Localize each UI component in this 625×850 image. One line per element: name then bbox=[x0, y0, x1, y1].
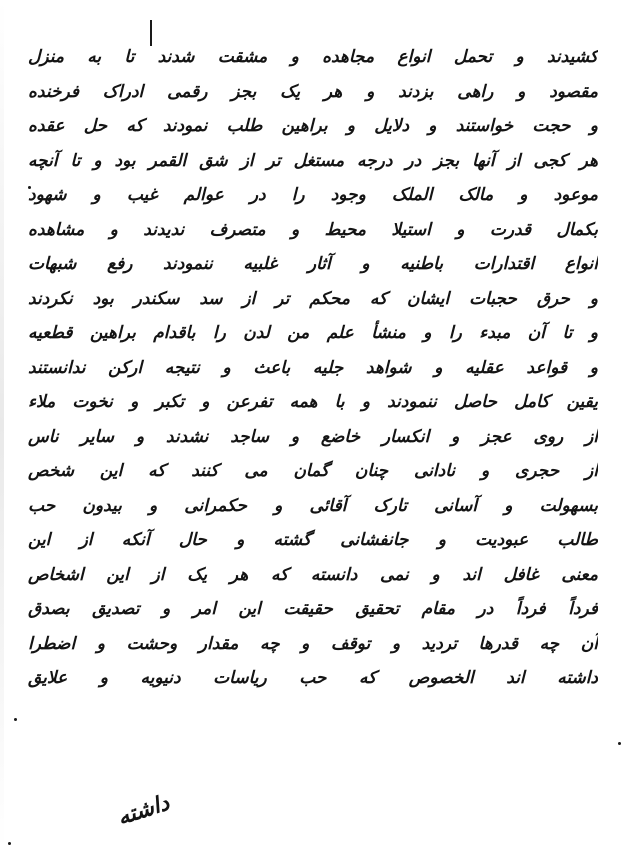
page-edge-shadow bbox=[0, 0, 4, 850]
text-line-4: هر کجی از آنها بجز در درجه مستغل تر از شق القمر بود و تا آنچه bbox=[28, 150, 598, 171]
text-line-19: داشته اند الخصوص که حب ریاسات دنیویه و علایق bbox=[28, 668, 598, 688]
text-line-3: و حجت خواستند و دلایل و براهین طلب نمودند که حل عقده bbox=[28, 116, 598, 136]
text-line-12: از روی عجز و انکسار خاضع و ساجد نشدند و سایر ناس bbox=[28, 426, 598, 447]
manuscript-text-block bbox=[28, 40, 598, 696]
text-line-14: بسهولت و آسانی تارک آقائی و حکمرانی و بیدون حب bbox=[28, 495, 598, 516]
ink-speck bbox=[14, 718, 17, 721]
text-line-6: بکمال قدرت و استیلا محیط و متصرف ندیدند و مشاهده bbox=[28, 219, 598, 240]
ink-speck bbox=[618, 742, 621, 745]
catchword: داشته bbox=[114, 789, 173, 831]
text-line-15: طالب عبودیت و جانفشانی گشته و حال آنکه از این bbox=[28, 530, 598, 550]
text-line-9: و تا آن مبدء را و منشأ علم من لدن را باقدام براهین قطعیه bbox=[28, 323, 598, 343]
text-line-16: معنی غافل اند و نمی دانسته که هر یک از این اشخاص bbox=[28, 564, 598, 585]
text-line-13: از حجری و نادانی چنان گمان می کنند که این شخص bbox=[28, 461, 598, 481]
ink-speck bbox=[8, 842, 11, 845]
text-line-18: آن چه قدرها تردید و توقف و چه مقدار وحشت و اضطرا bbox=[28, 633, 598, 654]
text-line-5: موعود و مالک الملک وجود را در عوالم غیب و شهود bbox=[28, 185, 598, 205]
text-line-1: کشیدند و تحمل انواع مجاهده و مشقت شدند تا به منزل bbox=[28, 47, 598, 67]
text-line-7: انواع اقتدارات باطنیه و آثار غلبیه ننمودند رفع شبهات bbox=[28, 254, 598, 274]
text-line-11: یقین کامل حاصل ننمودند و با همه تفرعن و تکبر و نخوت ملاء bbox=[28, 392, 598, 412]
text-line-17: فرداً فرداً در مقام تحقیق حقیقت این امر و تصدیق بصدق bbox=[28, 599, 598, 619]
text-line-10: و قواعد عقلیه و شواهد جلیه باعث و نتیجه ارکن ندانستند bbox=[28, 357, 598, 378]
text-line-8: و حرق حجبات ایشان که محکم تر از سد سکندر بود نکردند bbox=[28, 288, 598, 309]
text-line-2: مقصود و راهی بزدند و هر یک بجز رقمی ادراک فرخنده bbox=[28, 81, 598, 102]
